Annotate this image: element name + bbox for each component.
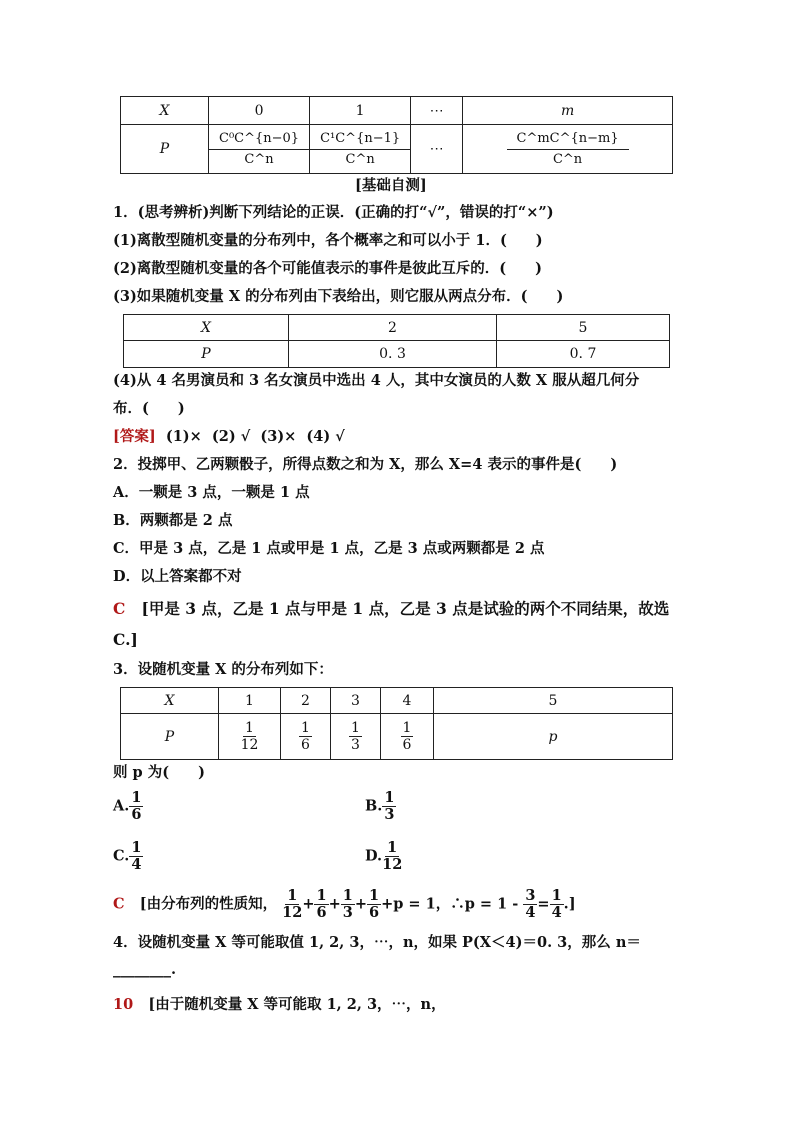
- q3-answer: C [由分布列的性质知， $\frac{1}{12}$ + $\frac{1}{6}$ + $\frac{1}{3}$ + $\frac{1}{6}$ +p = 1，∴p = 1 - $\frac{3}{4}$ = $\frac{1}{4}$ .]: [113, 887, 576, 921]
- cell: [209, 125, 310, 174]
- distribution-table: [120, 687, 673, 760]
- cell: 2: [289, 315, 497, 341]
- numerator: 1: [131, 839, 142, 856]
- numerator: 1: [387, 839, 398, 856]
- explanation: [由分布列的性质知，: [139, 895, 278, 913]
- cell: p: [434, 714, 673, 760]
- q4-blank[interactable]: ________.: [113, 961, 177, 978]
- answer-letter: C: [113, 599, 126, 618]
- denominator: 3: [384, 806, 395, 823]
- numerator: 3: [525, 887, 536, 904]
- q3-ask: 则 p 为( ): [113, 764, 205, 781]
- option-label: B.: [365, 797, 383, 815]
- explanation: [甲是 3 点，乙是 1 点与甲是 1 点，乙是 3 点是试验的两个不同结果，故选: [141, 599, 670, 618]
- cell: [331, 714, 381, 760]
- q3-option-a[interactable]: [113, 790, 143, 823]
- q4-stem: 4．设随机变量 X 等可能取值 1, 2, 3，⋯，n，如果 P(X＜4)＝0. 3，那么 n＝: [113, 934, 641, 951]
- explanation: C.]: [113, 630, 138, 649]
- p-header: P: [121, 714, 219, 760]
- q1-item: (2)离散型随机变量的各个可能值表示的事件是彼此互斥的．( ): [113, 260, 543, 277]
- cell: ⋯: [411, 125, 463, 174]
- denominator: 6: [131, 806, 142, 823]
- cell: 1: [219, 688, 281, 714]
- q2-option: B．两颗都是 2 点: [113, 512, 233, 529]
- x-header: X: [124, 315, 289, 341]
- two-point-table: [123, 314, 670, 368]
- denominator: 4: [551, 904, 562, 921]
- numerator: C⁰C^{n−0}: [209, 132, 309, 150]
- cell: [281, 714, 331, 760]
- cell: m: [463, 97, 673, 125]
- numerator: 1: [245, 720, 254, 736]
- numerator: C^mC^{n−m}: [507, 132, 629, 150]
- cell: 0. 7: [497, 341, 670, 368]
- q2-option: C．甲是 3 点，乙是 1 点或甲是 1 点，乙是 3 点或两颗都是 2 点: [113, 540, 545, 557]
- option-label: C.: [113, 847, 130, 865]
- cell: [219, 714, 281, 760]
- numerator: 1: [342, 887, 353, 904]
- hypergeometric-table: [120, 96, 673, 174]
- cell: 4: [381, 688, 434, 714]
- denominator: C^n: [244, 151, 274, 167]
- option-label: A.: [113, 797, 130, 815]
- numerator: 1: [287, 887, 298, 904]
- denominator: 6: [402, 737, 412, 753]
- q1-stem: 1．(思考辨析)判断下列结论的正误．(正确的打“√”，错误的打“×”): [113, 204, 554, 221]
- q3-option-d[interactable]: [365, 840, 402, 873]
- denominator: 3: [342, 904, 353, 921]
- numerator: 1: [351, 720, 360, 736]
- numerator: 1: [131, 789, 142, 806]
- answer-value: 10: [113, 996, 134, 1013]
- denominator: 3: [351, 737, 360, 753]
- cell: 0: [209, 97, 310, 125]
- numerator: C¹C^{n−1}: [310, 132, 410, 150]
- q1-item: (4)从 4 名男演员和 3 名女演员中选出 4 人，其中女演员的人数 X 服从超几何分: [113, 372, 640, 389]
- cell: 3: [331, 688, 381, 714]
- q2-option: A．一颗是 3 点，一颗是 1 点: [113, 484, 310, 501]
- denominator: C^n: [345, 151, 375, 167]
- denominator: 12: [240, 737, 259, 753]
- q3-option-c[interactable]: [113, 840, 143, 873]
- cell: [463, 125, 673, 174]
- numerator: 1: [551, 887, 562, 904]
- q3-option-b[interactable]: [365, 790, 396, 823]
- q1-item: 布．( ): [113, 400, 185, 417]
- x-header: X: [121, 97, 209, 125]
- cell: 0. 3: [289, 341, 497, 368]
- numerator: 1: [301, 720, 310, 736]
- cell: ⋯: [411, 97, 463, 125]
- cell: [381, 714, 434, 760]
- denominator: 12: [382, 856, 403, 873]
- explanation: [由于随机变量 X 等可能取 1, 2, 3，⋯，n，: [148, 996, 446, 1013]
- numerator: 1: [368, 887, 380, 904]
- explanation: +p = 1，∴p = 1 -: [381, 895, 519, 913]
- q2-stem: 2．投掷甲、乙两颗骰子，所得点数之和为 X，那么 X=4 表示的事件是( ): [113, 456, 618, 473]
- x-header: X: [121, 688, 219, 714]
- q3-stem: 3．设随机变量 X 的分布列如下：: [113, 661, 333, 678]
- denominator: 4: [131, 856, 142, 873]
- numerator: 1: [402, 720, 412, 736]
- option-label: D.: [365, 847, 383, 865]
- q2-option: D．以上答案都不对: [113, 568, 242, 585]
- answer-letter: C: [113, 895, 125, 913]
- denominator: 4: [525, 904, 536, 921]
- denominator: 6: [301, 737, 310, 753]
- denominator: 6: [368, 904, 380, 921]
- cell: 1: [310, 97, 411, 125]
- explanation: .]: [563, 895, 576, 913]
- denominator: C^n: [552, 151, 583, 167]
- numerator: 1: [316, 887, 327, 904]
- p-header: P: [121, 125, 209, 174]
- answer-tag: [答案]: [113, 428, 156, 445]
- denominator: 6: [316, 904, 327, 921]
- q1-answer: [113, 427, 345, 447]
- p-header: P: [124, 341, 289, 368]
- numerator: 1: [384, 789, 395, 806]
- q1-item: (3)如果随机变量 X 的分布列由下表给出，则它服从两点分布．( ): [113, 288, 564, 305]
- cell: 5: [434, 688, 673, 714]
- q4-answer: [113, 995, 446, 1015]
- q2-answer: [113, 599, 669, 619]
- q1-item: (1)离散型随机变量的分布列中，各个概率之和可以小于 1．( ): [113, 232, 543, 249]
- cell: 2: [281, 688, 331, 714]
- answer-text: (1)× (2) √ (3)× (4) √: [155, 428, 345, 445]
- cell: 5: [497, 315, 670, 341]
- section-title: [基础自测]: [355, 177, 427, 194]
- denominator: 12: [282, 904, 303, 921]
- cell: [310, 125, 411, 174]
